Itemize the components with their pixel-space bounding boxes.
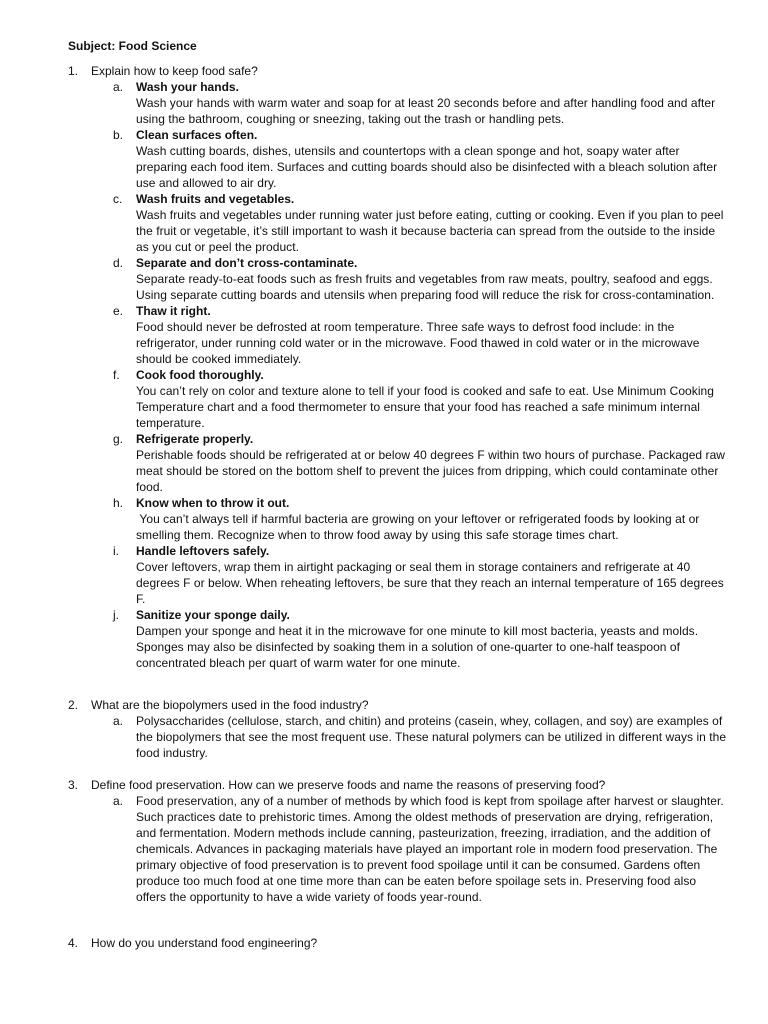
item-title: Sanitize your sponge daily. bbox=[136, 608, 290, 622]
item-text: Separate ready-to-eat foods such as fresh fruits and vegetables from raw meats, poultry, seafood and eggs. Using separate cutting boards and utensils when preparing food will reduce the risk for cross-contamination. bbox=[136, 272, 715, 302]
list-item bbox=[113, 127, 728, 191]
item-title: Know when to throw it out. bbox=[136, 496, 290, 510]
item-letter: i. bbox=[113, 544, 119, 558]
list-item bbox=[113, 255, 728, 303]
item-text: Dampen your sponge and heat it in the microwave for one minute to kill most bacteria, yeasts and molds. Sponges may also be disinfected by soaking them in a solution of one-quarter to one-half teaspoon of concentrated bleach per quart of warm water for one minute. bbox=[136, 624, 699, 670]
item-letter: a. bbox=[113, 714, 124, 728]
subject-heading: Subject: Food Science bbox=[68, 39, 197, 53]
item-text: Cover leftovers, wrap them in airtight packaging or seal them in storage containers and refrigerate at 40 degrees F or below. When reheating leftovers, be sure that they reach an internal temperature of 165 degrees F. bbox=[136, 560, 724, 606]
list-item bbox=[113, 607, 728, 671]
item-title: Refrigerate properly. bbox=[136, 432, 254, 446]
list-item bbox=[113, 303, 728, 367]
list-item bbox=[113, 793, 728, 905]
answer-list bbox=[68, 793, 728, 905]
answer-list bbox=[68, 713, 728, 761]
list-item bbox=[113, 191, 728, 255]
item-letter: a. bbox=[113, 80, 124, 94]
item-text: You can’t rely on color and texture alone to tell if your food is cooked and safe to eat. Use Minimum Cooking Temperature chart and a food thermometer to ensure that your food has reached a safe minimum internal temperature. bbox=[136, 384, 714, 430]
item-title: Handle leftovers safely. bbox=[136, 544, 270, 558]
item-letter: b. bbox=[113, 128, 124, 142]
item-letter: a. bbox=[113, 794, 124, 808]
list-item bbox=[113, 431, 728, 495]
list-item bbox=[113, 79, 728, 127]
item-text: Food should never be defrosted at room temperature. Three safe ways to defrost food include: in the refrigerator, under running cold water or in the microwave. Food thawed in cold water or in the microwave should be cooked immediately. bbox=[136, 320, 700, 366]
question-text: What are the biopolymers used in the food industry? bbox=[91, 698, 369, 712]
item-letter: d. bbox=[113, 256, 124, 270]
item-title: Wash fruits and vegetables. bbox=[136, 192, 295, 206]
item-letter: e. bbox=[113, 304, 124, 318]
item-text: Food preservation, any of a number of methods by which food is kept from spoilage after harvest or slaughter. Such practices date to prehistoric times. Among the oldest methods of preservation are drying, refrigeration, and fermentation. Modern methods include canning, pasteurization, freezing, irradiation, and the addition of chemicals. Advances in packaging materials have played an important role in modern food preservation. The primary objective of food preservation is to prevent food spoilage until it can be consumed. Gardens often produce too much food at one time more than can be eaten before spoilage sets in. Preserving food also offers the opportunity to have a wide variety of foods year-round. bbox=[136, 794, 724, 904]
item-text: Wash cutting boards, dishes, utensils and countertops with a clean sponge and hot, soapy water after preparing each food item. Surfaces and cutting boards should also be disinfected with a bleach solution after use and allowed to air dry. bbox=[136, 144, 718, 190]
list-item bbox=[113, 495, 728, 543]
question-number: 1. bbox=[68, 64, 79, 78]
item-text: Perishable foods should be refrigerated at or below 40 degrees F within two hours of purchase. Packaged raw meat should be stored on the bottom shelf to prevent the juices from dripping, which could contaminate other food. bbox=[136, 448, 726, 494]
question-text: Explain how to keep food safe? bbox=[91, 64, 258, 78]
question-number: 3. bbox=[68, 778, 79, 792]
list-item bbox=[113, 543, 728, 607]
item-letter: f. bbox=[113, 368, 120, 382]
item-text: You can’t always tell if harmful bacteria are growing on your leftover or refrigerated foods by looking at or smelling them. Recognize when to throw food away by using this safe storage times chart. bbox=[136, 512, 703, 542]
item-letter: j. bbox=[113, 608, 119, 622]
item-letter: g. bbox=[113, 432, 124, 446]
question-text: Define food preservation. How can we preserve foods and name the reasons of preserving food? bbox=[91, 778, 606, 792]
question-number: 4. bbox=[68, 936, 79, 950]
list-item bbox=[113, 713, 728, 761]
list-item bbox=[113, 367, 728, 431]
item-text: Polysaccharides (cellulose, starch, and chitin) and proteins (casein, whey, collagen, and soy) are examples of the biopolymers that see the most frequent use. These natural polymers can be utilized in different ways in the food industry. bbox=[136, 714, 727, 760]
item-title: Cook food thoroughly. bbox=[136, 368, 264, 382]
item-title: Thaw it right. bbox=[136, 304, 211, 318]
item-title: Separate and don’t cross-contaminate. bbox=[136, 256, 358, 270]
item-letter: c. bbox=[113, 192, 123, 206]
item-title: Clean surfaces often. bbox=[136, 128, 258, 142]
item-text: Wash fruits and vegetables under running water just before eating, cutting or cooking. Even if you plan to peel the fruit or vegetable, it’s still important to wash it because bacteria can spread from the outside to the inside as you cut or peel the product. bbox=[136, 208, 724, 254]
item-title: Wash your hands. bbox=[136, 80, 239, 94]
question-number: 2. bbox=[68, 698, 79, 712]
question-text: How do you understand food engineering? bbox=[91, 936, 318, 950]
item-letter: h. bbox=[113, 496, 124, 510]
answer-list bbox=[68, 79, 728, 671]
item-text: Wash your hands with warm water and soap for at least 20 seconds before and after handling food and after using the bathroom, coughing or sneezing, taking out the trash or handling pets. bbox=[136, 96, 716, 126]
